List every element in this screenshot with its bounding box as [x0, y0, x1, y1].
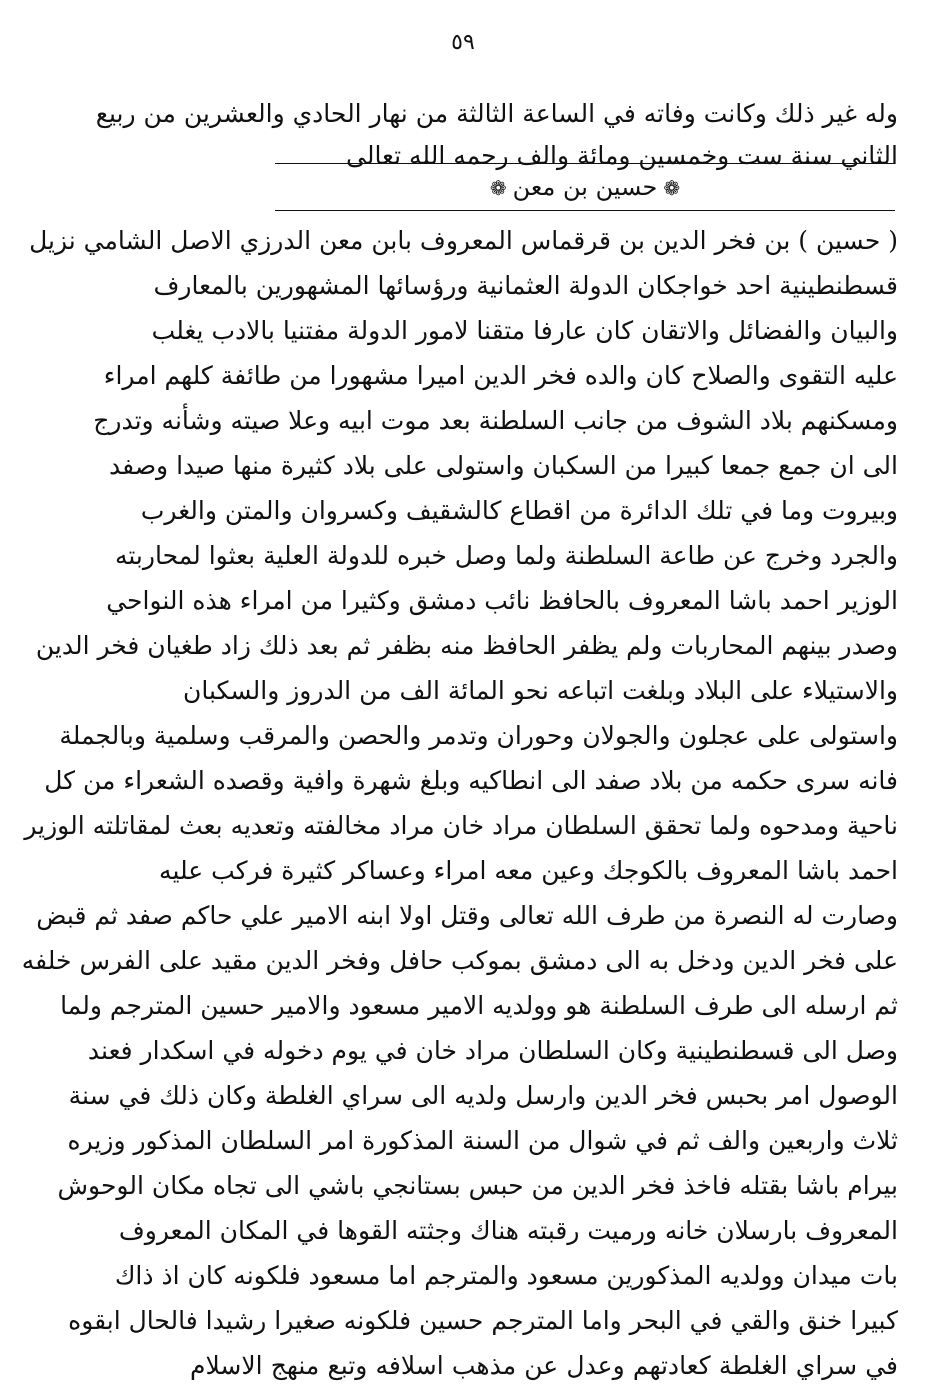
- text-line: وصارت له النصرة من طرف الله تعالى وقتل اولا ابنه الامير علي حاكم صفد ثم قبض: [36, 901, 898, 930]
- text-line: بيرام باشا بقتله فاخذ فخر الدين من حبس بستانجي باشي الى تجاه مكان الوحوش: [57, 1171, 898, 1200]
- text-line: ثم ارسله الى طرف السلطنة هو وولديه الامير مسعود والامير حسين المترجم ولما: [60, 991, 898, 1020]
- text-line: المعروف بارسلان خانه ورميت رقبته هناك وجثته القوها في المكان المعروف: [118, 1216, 898, 1245]
- text-line: الى ان جمع جمعا كبيرا من السكبان واستولى على بلاد كثيرة منها صيدا وصفد: [109, 451, 898, 480]
- text-line: فانه سرى حكمه من بلاد صفد الى انطاكيه وبلغ شهرة وافية وقصده الشعراء من كل: [44, 766, 898, 795]
- biography-paragraph: [21, 218, 898, 1388]
- text-line: الوزير احمد باشا المعروف بالحافظ نائب دمشق وكثيرا من امراء هذه النواحي: [106, 586, 898, 615]
- text-line: في سراي الغلطة كعادتهم وعدل عن مذهب اسلافه وتبع منهج الاسلام: [190, 1351, 898, 1380]
- text-line: قسطنطينية احد خواجكان الدولة العثمانية ورؤسائها المشهورين بالمعارف: [153, 271, 898, 300]
- ornament-left-icon: ❁: [489, 176, 507, 200]
- text-line: والجرد وخرج عن طاعة السلطنة ولما وصل خبره للدولة العلية بعثوا لمحاربته: [114, 541, 898, 570]
- text-line: وله غير ذلك وكانت وفاته في الساعة الثالثة من نهار الحادي والعشرين من ربيع: [95, 99, 898, 128]
- text-line: وبيروت وما في تلك الدائرة من اقطاع كالشقيف وكسروان والمتن والغرب: [140, 496, 898, 525]
- text-line: الثاني سنة ست وخمسين ومائة والف رحمه الله تعالى: [345, 141, 898, 170]
- text-line: عليه التقوى والصلاح كان والده فخر الدين اميرا مشهورا من طائفة كلهم امراء: [103, 361, 898, 390]
- section-heading: [275, 168, 895, 207]
- text-line: كبيرا خنق والقي في البحر واما المترجم حسين فلكونه صغيرا رشيدا فالحال ابقوه: [68, 1306, 898, 1335]
- divider-bottom: [275, 210, 895, 211]
- text-line: على فخر الدين ودخل به الى دمشق بموكب حافل وفخر الدين مقيد على الفرس خلفه: [21, 946, 898, 975]
- divider-top: [275, 163, 895, 164]
- ornament-right-icon: ❁: [663, 176, 681, 200]
- text-line: احمد باشا المعروف بالكوجك وعين معه امراء وعساكر كثيرة فركب عليه: [159, 856, 898, 885]
- text-line: والبيان والفضائل والاتقان كان عارفا متقنا لامور الدولة مفتنيا بالادب يغلب: [151, 316, 898, 345]
- intro-paragraph: [95, 93, 898, 177]
- text-line: واستولى على عجلون والجولان وحوران وتدمر والحصن والمرقب وسلمية وبالجملة: [59, 721, 898, 750]
- section-heading-text: حسين بن معن: [512, 173, 658, 201]
- text-line: بات ميدان وولديه المذكورين مسعود والمترجم اما مسعود فلكونه كان اذ ذاك: [114, 1261, 898, 1290]
- text-line: الوصول امر بحبس فخر الدين وارسل ولديه الى سراي الغلطة وكان ذلك في سنة: [68, 1081, 898, 1110]
- text-line: ثلاث واربعين والف ثم في شوال من السنة المذكورة امر السلطان المذكور وزيره: [67, 1126, 898, 1155]
- text-line: وصل الى قسطنطينية وكان السلطان مراد خان في يوم دخوله في اسكدار فعند: [87, 1036, 898, 1065]
- text-line: وصدر بينهم المحاربات ولم يظفر الحافظ منه بظفر ثم بعد ذلك زاد طغيان فخر الدين: [35, 631, 898, 660]
- text-line: ( حسين ) بن فخر الدين بن قرقماس المعروف بابن معن الدرزي الاصل الشامي نزيل: [29, 226, 898, 255]
- page-number: ٥٩: [451, 30, 475, 55]
- text-line: ومسكنهم بلاد الشوف من جانب السلطنة بعد موت ابيه وعلا صيته وشأنه وتدرج: [93, 406, 898, 435]
- text-line: ناحية ومدحوه ولما تحقق السلطان مراد خان مراد مخالفته وتعديه بعث لمقاتلته الوزير: [24, 811, 898, 840]
- text-line: والاستيلاء على البلاد وبلغت اتباعه نحو المائة الف من الدروز والسكبان: [183, 676, 898, 705]
